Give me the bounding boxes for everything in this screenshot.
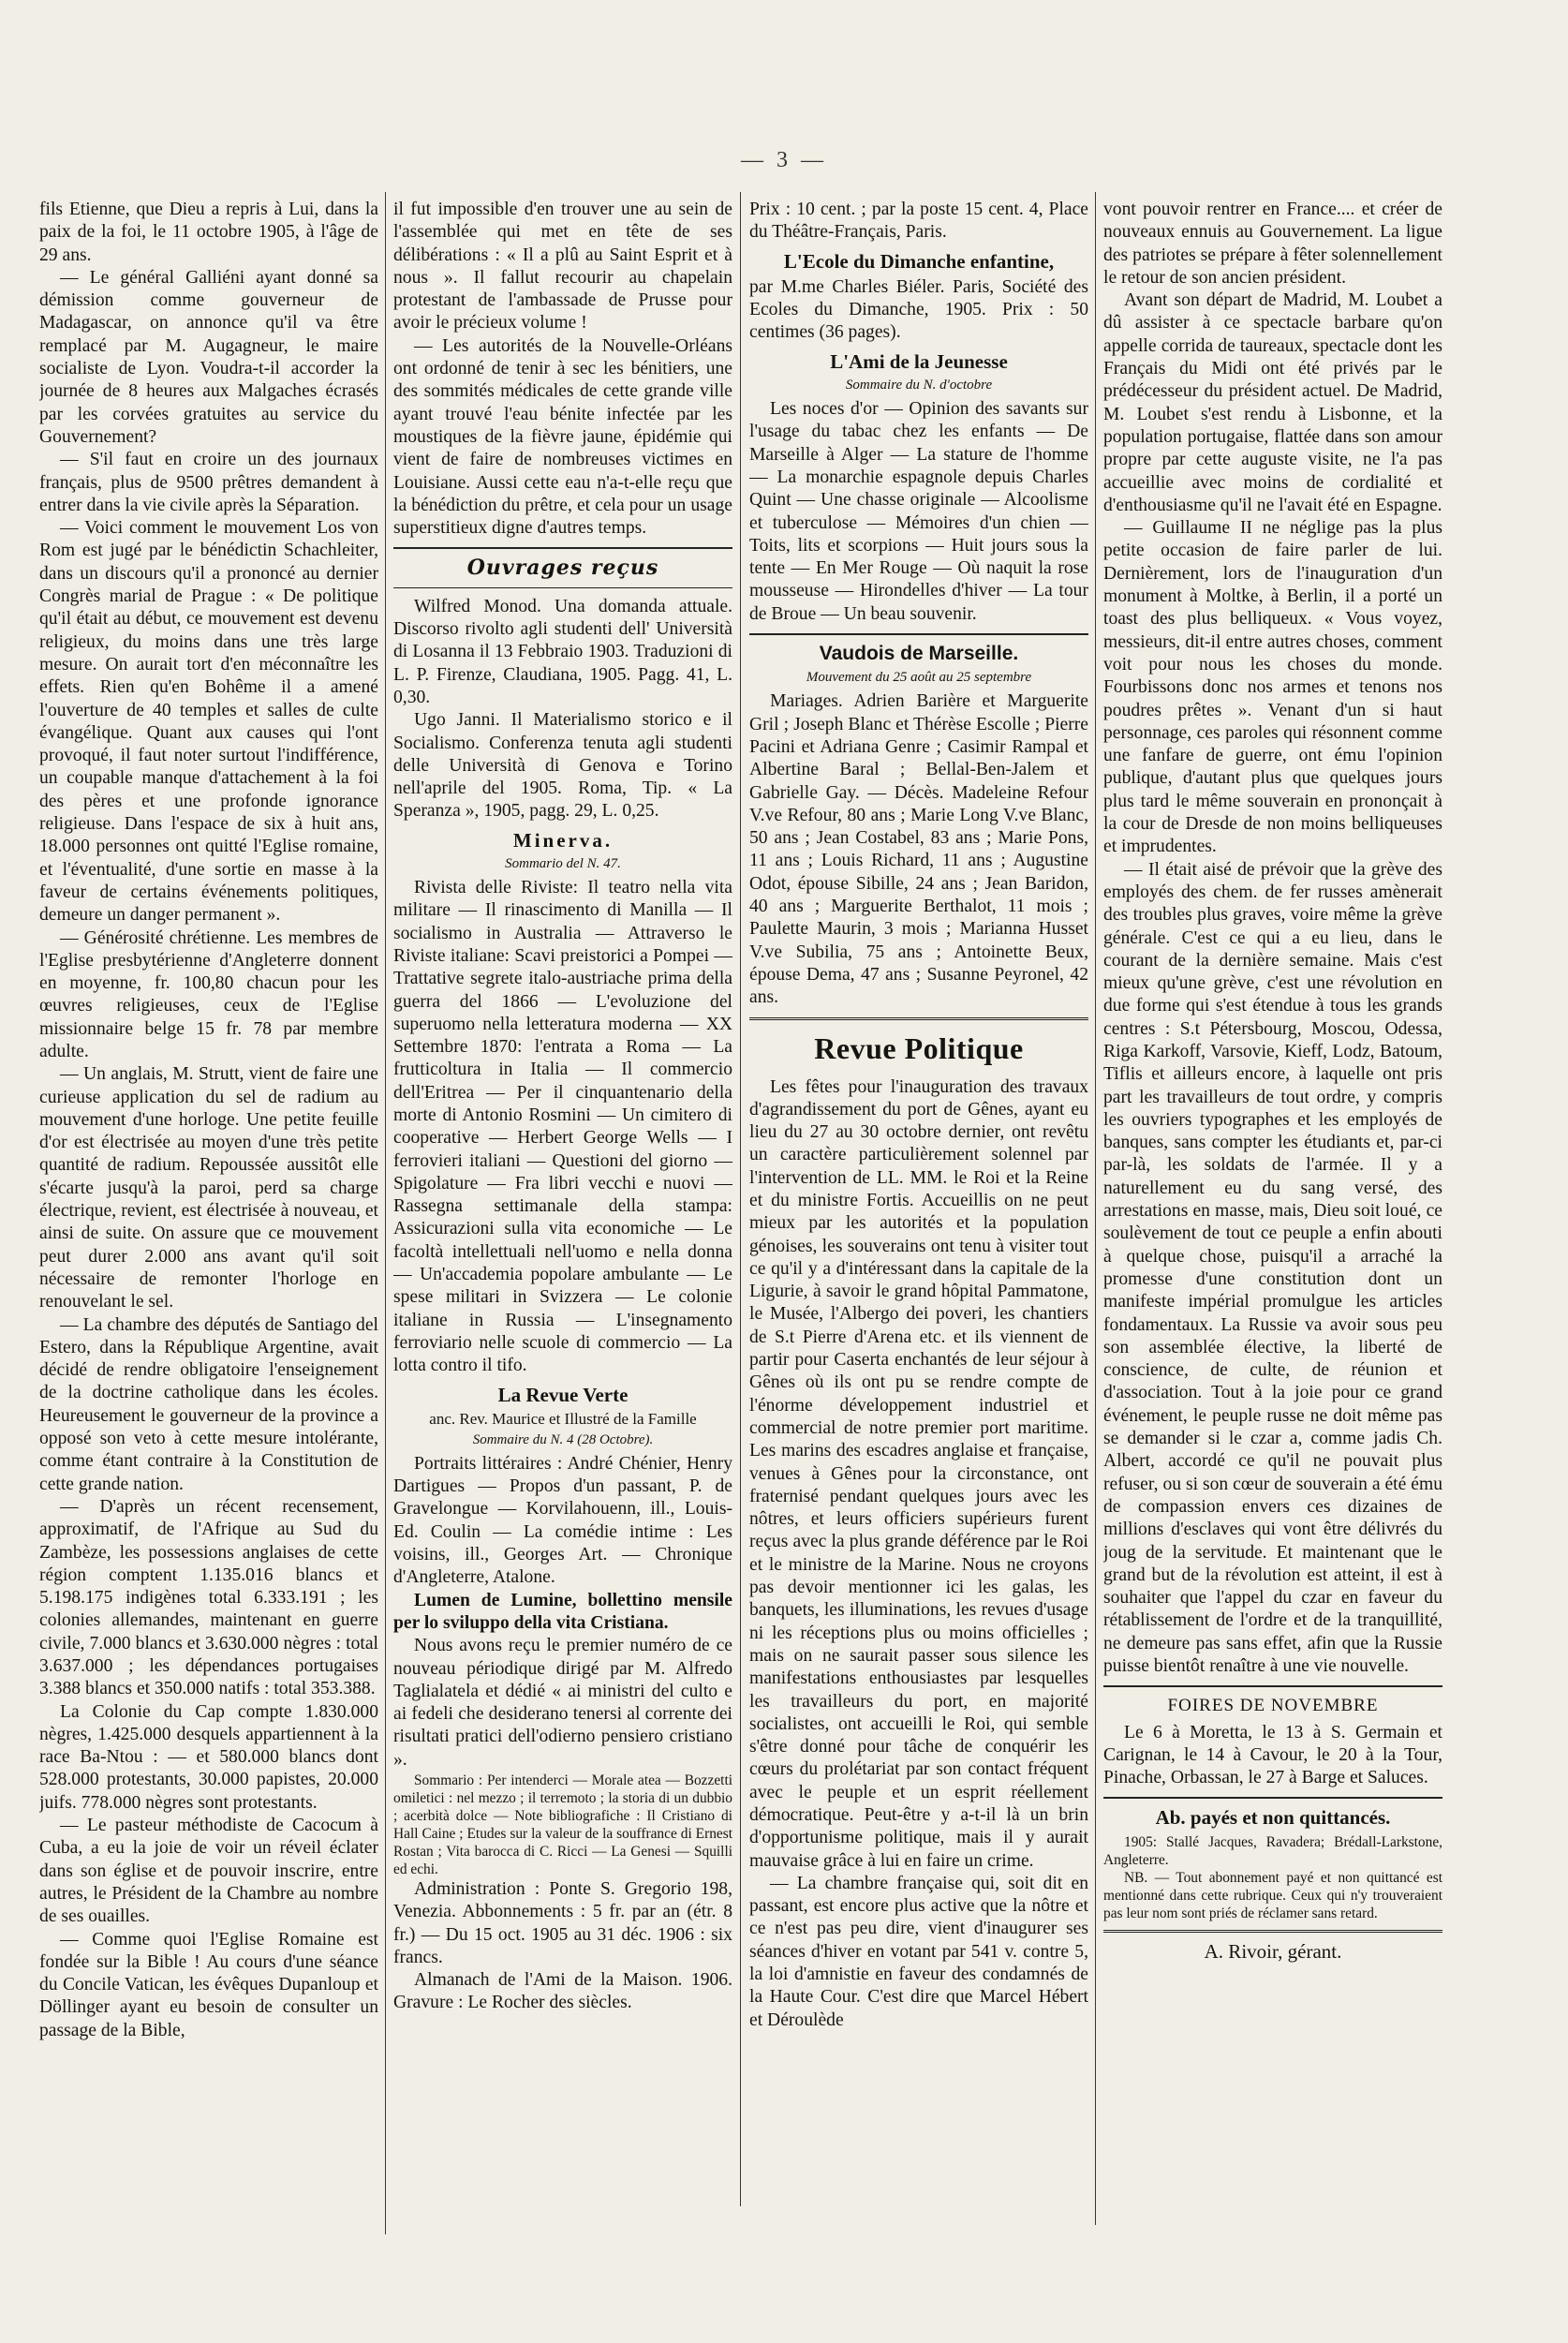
subscriptions-list: 1905: Stallé Jacques, Ravadera; Brédall-Larkstone, Angleterre. — [1103, 1833, 1442, 1868]
news-item: — S'il faut en croire un des journaux français, plus de 9500 prêtres demandent à entrer dans la vie civile après la Séparation. — [39, 450, 378, 515]
review-summary: Nous avons reçu le premier numéro de ce nouveau périodique dirigé par M. Alfredo Taglialatela et dédié « ai ministri del culto e ai fedeli che desiderano tenersi al corrente dei risultati pratici dell'odierno pensiero cristiano ». — [393, 1636, 732, 1770]
political-article: vont pouvoir rentrer en France.... et créer de nouveaux ennuis au Gouvernement. La ligue des patriotes se prépare à fêter solennellement le retour de son ancien président. — [1103, 200, 1442, 288]
news-item: — Le général Galliéni ayant donné sa démission comme gouverneur de Madagascar, on annonce qu'il va être remplacé par M. Augagneur, le maire socialiste de Lyon. Voudra-t-il accorder la journée de 8 heures aux Malgaches écrasés par les corvées gratuites au service du Gouvernement? — [39, 267, 378, 447]
news-item: il fut impossible d'en trouver une au sein de l'assemblée qui met en tête de ses délibérations : « Il a plû au Saint Esprit et à nous ». Il fallut recourir au chapelain protestant de l'ambassade de Prusse pour avoir le précieux volume ! — [393, 200, 732, 334]
section-heading-ouvrages: Ouvrages reçus — [466, 556, 659, 581]
news-item: fils Etienne, que Dieu a repris à Lui, dans la paix de la foi, le 11 octobre 1905, à l'âge de 29 ans. — [39, 200, 378, 265]
news-item: — Un anglais, M. Strutt, vient de faire une curieuse application du sel de radium au mouvement d'une horloge. Une petite feuille d'or est électrisée au moyen d'une très petite quantité de radium. Repoussée aussitôt elle s'écarte jusqu'à la paroi, perd sa charge électrique, revient, est électrisée à nouveau, et ainsi de suite. On assure que ce mouvement peut durer 2.000 ans avant qu'il soit nécessaire de remonter l'horloge en renouvelant le sel. — [39, 1064, 378, 1312]
news-item: — Comme quoi l'Eglise Romaine est fondée sur la Bible ! Au cours d'une séance du Concile Vatican, les évêques Dupanloup et Döllinger ayant eu besoin de consulter un passage de la Bible, — [39, 1929, 378, 2040]
page-number: — 3 — — [741, 148, 827, 172]
subheading-vaudois: Mouvement du 25 août au 25 septembre — [806, 670, 1032, 686]
section-rule — [1103, 1685, 1442, 1687]
review-summary: Rivista delle Riviste: Il teatro nella vita militare — Il rinascimento di Manilla — Il socialismo in Australia — Attraverso le Riviste italiane: Scavi preistorici a Pompei — Trattative segrete italo-austriache prima della guerra del 1866 — L'evoluzione del superuomo nella letteratura moderna — XX Settembre 1870: l'entrata a Roma — La frutticoltura in Italia — Il commercio dell'Eritrea — Per il cinquantenario della morte di Antonio Rosmini — Un cimitero di cooperative — Herbert George Wells — I ferrovieri italiani — Questioni del giorno — Spigolature — Fra libri vecchi e nuovi — Rassegna settimanale della stampa: Assicurazioni sulla vita economiche — Le facoltà intellettuali nell'uomo e nella donna — Un'accademia popolare ambulante — Le spese militari in Svizzera — Le colonie italiane in Russia — L'insegnamento ferroviario nelle scuole di commercio — La lotta contro il tifo. — [393, 878, 732, 1376]
heading-lumen: Lumen de Lumine, bollettino mensile per lo sviluppo della vita Cristiana. — [393, 1590, 732, 1633]
section-rule — [1103, 1797, 1442, 1799]
heading-revue-politique: Revue Politique — [814, 1031, 1024, 1065]
section-rule — [393, 547, 732, 549]
heading-abonnements: Ab. payés et non quittancés. — [1155, 1806, 1391, 1830]
heading-ami-jeunesse: L'Ami de la Jeunesse — [830, 349, 1008, 373]
heading-revue-verte: La Revue Verte — [497, 1383, 629, 1406]
section-rule — [393, 587, 732, 588]
price-note: Prix : 10 cent. ; par la poste 15 cent. 4, Place du Théâtre-Français, Paris. — [749, 200, 1088, 243]
news-item: — Voici comment le mouvement Los von Rom est jugé par le bénédictin Schachleiter, dans un discours qu'il a prononcé au dernier Congrès marial de Prague : « De politique qu'il était au début, ce mouvement est devenu religieux, du moins dans une très large mesure. On aurait tort d'en méconnaître les effets. Rien qu'en Bohême il a amené l'ouverture de 40 temples et salles de culte évangélique. Quant aux causes qui l'ont provoqué, il faut noter surtout l'indifférence, un coupable manque d'attachement à la foi des pères et une profonde ignorance religieuse. Dans l'espace de six à huit ans, 18.000 personnes ont quitté l'Eglise romaine, et l'éventualité, d'une sortie en masse à la faveur de certains événements politiques, demeure un danger permanent ». — [39, 518, 378, 926]
news-item: — Les autorités de la Nouvelle-Orléans ont ordonné de tenir à sec les bénitiers, une des sommités médicales de cette grande ville ayant trouvé l'eau bénite infectée par les moustiques de la fièvre jaune, épidémie qui vient de faire de nombreuses victimes en Louisiane. Aussi cette eau n'a-t-elle reçu que la bénédiction du prêtre, et cela pour un usage superstitieux digne d'autres temps. — [393, 335, 732, 539]
subheading-revue-verte: anc. Rev. Maurice et Illustré de la Famille — [429, 1409, 697, 1428]
subscriptions-note: NB. — Tout abonnement payé et non quittancé est mentionné dans cette rubrique. Ceux qui n'y trouveraient pas leur nom sont priés de réclamer sans retard. — [1103, 1869, 1442, 1921]
political-article: Avant son départ de Madrid, M. Loubet a dû assister à ce spectacle barbare qu'on appelle corrida de taureaux, spectacle dont les Français du Midi ont été privés par le prédécesseur du président actuel. De Madrid, M. Loubet s'est rendu à Lisbonne, et la population portugaise, flattée dans son amour propre par cette auguste visite, ne l'a pas accueillie avec moins de cordialité et d'enthousiasme qu'il ne l'avait été en Espagne. — [1103, 290, 1442, 515]
column-divider — [385, 192, 386, 2234]
heading-ecole-dimanche: L'Ecole du Dimanche enfantine, — [783, 249, 1055, 273]
column-3 — [749, 199, 1088, 2335]
review-summary: Les noces d'or — Opinion des savants sur l'usage du tabac chez les enfants — De Marseille à Alger — La stature de l'homme — La monarchie espagnole depuis Charles Quint — Une chasse originale — Alcoolisme et tuberculose — Mémoires d'un chien — Toits, lits et scorpions — Huit jours sous la tente — En Mer Rouge — Où naquit la rose mousseuse — Hirondelles d'hiver — La tour de Broue — Un beau souvenir. — [749, 399, 1088, 624]
book-notice: Ugo Janni. Il Materialismo storico e il Socialismo. Conferenza tenuta agli studenti delle Università di Genova e Torino nell'aprile del 1905. Roma, Tip. « La Speranza », 1905, pagg. 29, L. 0,25. — [393, 710, 732, 822]
review-summary: Portraits littéraires : André Chénier, Henry Dartigues — Propos d'un passant, P. de Gravelongue — Korvilahouenn, ill., Louis-Ed. Coulin — La comédie intime : Les voisins, ill., Georges Art. — Chronique d'Angleterre, Atalone. — [393, 1453, 732, 1588]
political-article: — La chambre française qui, soit dit en passant, est encore plus active que la nôtre et ce n'est pas peu dire, vient d'inaugurer ses séances d'hiver en votant par 541 v. contre 5, la loi d'amnistie en faveur des condamnés de la Haute Cour. C'est dire que Marcel Hébert et Déroulède — [749, 1873, 1088, 2030]
signature: A. Rivoir, gérant. — [1204, 1939, 1342, 1963]
administration-note: Administration : Ponte S. Gregorio 198, Venezia. Abbonnements : 5 fr. par an (étr. 8 fr.) — Du 15 oct. 1905 au 31 déc. 1906 : six francs. — [393, 1879, 732, 1967]
subheading-ami-jeunesse: Sommaire du N. d'octobre — [845, 378, 993, 393]
political-article: Les fêtes pour l'inauguration des travaux d'agrandissement du port de Gênes, ayant eu lieu du 27 au 30 octobre dernier, ont revêtu un caractère particulièrement solennel par l'intervention de LL. MM. le Roi et la Reine et du ministre Fortis. Accueillis on ne peut mieux par les autorités et la population génoises, les souverains ont tenu à visiter tout ce qu'il y a d'intéressant dans la capitale de la Ligurie, à savoir le grand hôpital Pammatone, le Musée, l'Albergo dei poveri, les chantiers de S.t Pierre d'Arena etc. et ils viennent de partir pour Caserta enchantés de leur séjour à Gênes où ils ont pu se rendre compte de l'énorme développement industriel et commercial de notre premier port maritime. Les marins des escadres anglaise et française, venues à Gênes pour la circonstance, ont fraternisé pendant quelques jours avec les nôtres, et leurs officiers supérieurs furent reçus avec la plus grande déférence par le Roi et le ministre de la Marine. Nous ne croyons pas devoir mentionner ici les galas, les banquets, les illuminations, les revues d'usage ni les réceptions plus ou moins officielles ; mais on ne saurait passer sous silence les manifestations enthousiastes par lesquelles les travailleurs du port, en majorité socialistes, ont accueilli le Roi, qui semble s'être donné pour tâche de conquérir les cœurs du prolétariat par son contact fréquent avec le peuple et un esprit réellement démocratique. Peut-être y a-t-il là un brin d'opportunisme politique, mais il y aurait mauvaise grâce à lui en faire un crime. — [749, 1076, 1088, 1871]
column-2 — [393, 199, 732, 2335]
section-rule — [1103, 1930, 1442, 1933]
heading-minerva: Minerva. — [512, 828, 614, 852]
news-item: — D'après un récent recensement, approximatif, de l'Afrique au Sud du Zambèze, les possessions anglaises de cette région comptent 1.135.016 blancs et 5.198.175 indigènes total 6.333.191 ; les colonies allemandes, maintenant en guerre civile, 7.000 blancs et 3.630.000 nègres : total 3.637.000 ; les dépendances portugaises 3.388 blancs et 350.000 natifs : total 353.388. — [39, 1496, 378, 1699]
fairs-list: Le 6 à Moretta, le 13 à S. Germain et Carignan, le 14 à Cavour, le 20 à la Tour, Pinache, Orbassan, le 27 à Barge et Saluces. — [1103, 1722, 1442, 1788]
section-rule — [749, 1017, 1088, 1020]
column-divider — [740, 192, 741, 2206]
civil-register: Mariages. Adrien Barière et Marguerite Gril ; Joseph Blanc et Thérèse Escolle ; Pierre Pacini et Adriana Genre ; Casimir Rampal et Albertine Baral ; Bellal-Ben-Jalem et Gabrielle Gay. — Décès. Madeleine Refour V.ve Refour, 80 ans ; Marie Long V.ve Blanc, 50 ans ; Jean Costabel, 83 ans ; Marie Pons, 11 ans ; Louis Richard, 11 ans ; Augustine Odot, épouse Sibille, 24 ans ; Jean Baridon, 40 ans ; Marguerite Berthalot, 11 mois ; Paulette Maurin, 3 mois ; Marianna Husset V.ve Subilia, 75 ans ; Antoinette Beux, épouse Dema, 47 ans ; Susanne Peyronel, 42 ans. — [749, 691, 1088, 1008]
book-notice: par M.me Charles Biéler. Paris, Société des Ecoles du Dimanche, 1905. Prix : 50 centimes (36 pages). — [749, 276, 1088, 343]
news-item: — Générosité chrétienne. Les membres de l'Eglise presbytérienne d'Angleterre donnent en moyenne, fr. 100,80 chacun pour les œuvres religieuses, ceux de l'Eglise missionnaire belge 15 fr. 78 par membre adulte. — [39, 927, 378, 1061]
almanach-notice: Almanach de l'Ami de la Maison. 1906. Gravure : Le Rocher des siècles. — [393, 1970, 732, 2013]
subheading-minerva: Sommario del N. 47. — [505, 856, 621, 872]
subheading-revue-verte-summary: Sommaire du N. 4 (28 Octobre). — [472, 1431, 654, 1447]
heading-vaudois-marseille: Vaudois de Marseille. — [819, 643, 1019, 665]
heading-foires: FOIRES DE NOVEMBRE — [1167, 1696, 1379, 1716]
column-4 — [1103, 199, 1442, 2335]
news-item: — La chambre des députés de Santiago del Estero, dans la République Argentine, avait décidé de rendre obligatoire l'enseignement de la doctrine catholique dans les écoles. Heureusement le gouverneur de la province a opposé son veto à cette mesure intolérante, comme étant contraire à la Constitution de cette grande nation. — [39, 1314, 378, 1494]
column-1 — [39, 199, 378, 2335]
column-divider — [1095, 192, 1096, 2225]
section-rule — [749, 633, 1088, 635]
news-item: La Colonie du Cap compte 1.830.000 nègres, 1.425.000 desquels appartiennent à la race Ba-Ntou : — et 580.000 blancs dont 528.000 protestants, 30.000 papistes, 20.000 juifs. 778.000 nègres sont protestants. — [39, 1701, 378, 1813]
review-summary: Sommario : Per intenderci — Morale atea — Bozzetti omiletici : nel mezzo ; il terremoto ; la storia di un dubbio ; acerbità dolce — Note bibliografiche : Il Cristiano di Hall Caine ; Etudes sur la valeur de la souffrance di Ernest Rostan ; Vita barocca di C. Ricci — La Genesi — Squilli ed echi. — [393, 1772, 732, 1877]
book-notice: Wilfred Monod. Una domanda attuale. Discorso rivolto agli studenti dell' Università di Losanna il 13 Febbraio 1903. Traduzioni di L. P. Firenze, Claudiana, 1905. Pagg. 41, L. 0,30. — [393, 596, 732, 707]
political-article: — Guillaume II ne néglige pas la plus petite occasion de faire parler de lui. Dernièrement, lors de l'inauguration d'un monument à Moltke, à Berlin, il a porté un toast des plus belliqueux. « Vous voyez, messieurs, dit-il entre autres choses, comment voit pour nous les choses du monde. Fourbissons donc nos armes et tenons nos poudres prêtes ». Venant d'un si haut personnage, ces paroles qui résonnent comme une fanfare de guerre, ont ému l'opinion publique, d'autant plus que quelques jours plus tard le même souverain en prononçait à la cour de Dresde de non moins belliqueuses et imprudentes. — [1103, 518, 1442, 857]
news-item: — Le pasteur méthodiste de Cacocum à Cuba, a eu la joie de voir un réveil éclater dans son église et de pouvoir inscrire, entre autres, le Président de la Chambre au nombre de ses ouailles. — [39, 1816, 378, 1927]
political-article: — Il était aisé de prévoir que la grève des employés des chem. de fer russes amènerait des troubles plus graves, voire même la grève générale. C'est ce qui a eu lieu, dans le courant de la dernière semaine. Mais c'est mieux qu'une grève, c'est une révolution en due forme qui s'est étendue à tous les grands centres : S.t Pétersbourg, Moscou, Odessa, Riga Karkoff, Varsovie, Kieff, Lodz, Batoum, Tiflis et ailleurs encore, à laquelle ont pris part les travailleurs de tout ordre, y compris les ouvriers typographes et les employés de banques, sans compter les étudiants et, par-ci par-là, les soldats de l'armée. Il y a naturellement eu du sang versé, des arrestations en masse, mais, Dieu soit loué, ce soulèvement de tout ce peuple a enfin abouti à quelque chose, puisqu'il a arraché la promesse d'une constitution dont un manifeste impérial promulgue les articles fondamentaux. La Russie va avoir sous peu son assemblée élective, la liberté de conscience, de culte, de réunion et d'association. Tout à la joie pour ce grand événement, le peuple russe ne doit même pas se demander si le czar a, comme jadis Ch. Albert, accordé ce qu'il ne pouvait plus refuser, ou si son cœur de souverain a été ému de compassion envers ces dizaines de millions d'esclaves qui vont être délivrés du joug de la servitude. Et maintenant que le grand but de la révolution est atteint, il est à souhaiter que l'appel du czar en faveur du rétablissement de l'ordre et de la tranquillité, ne demeure pas sans effet, afin que la Russie puisse bientôt renaître à une vie nouvelle. — [1103, 859, 1442, 1676]
